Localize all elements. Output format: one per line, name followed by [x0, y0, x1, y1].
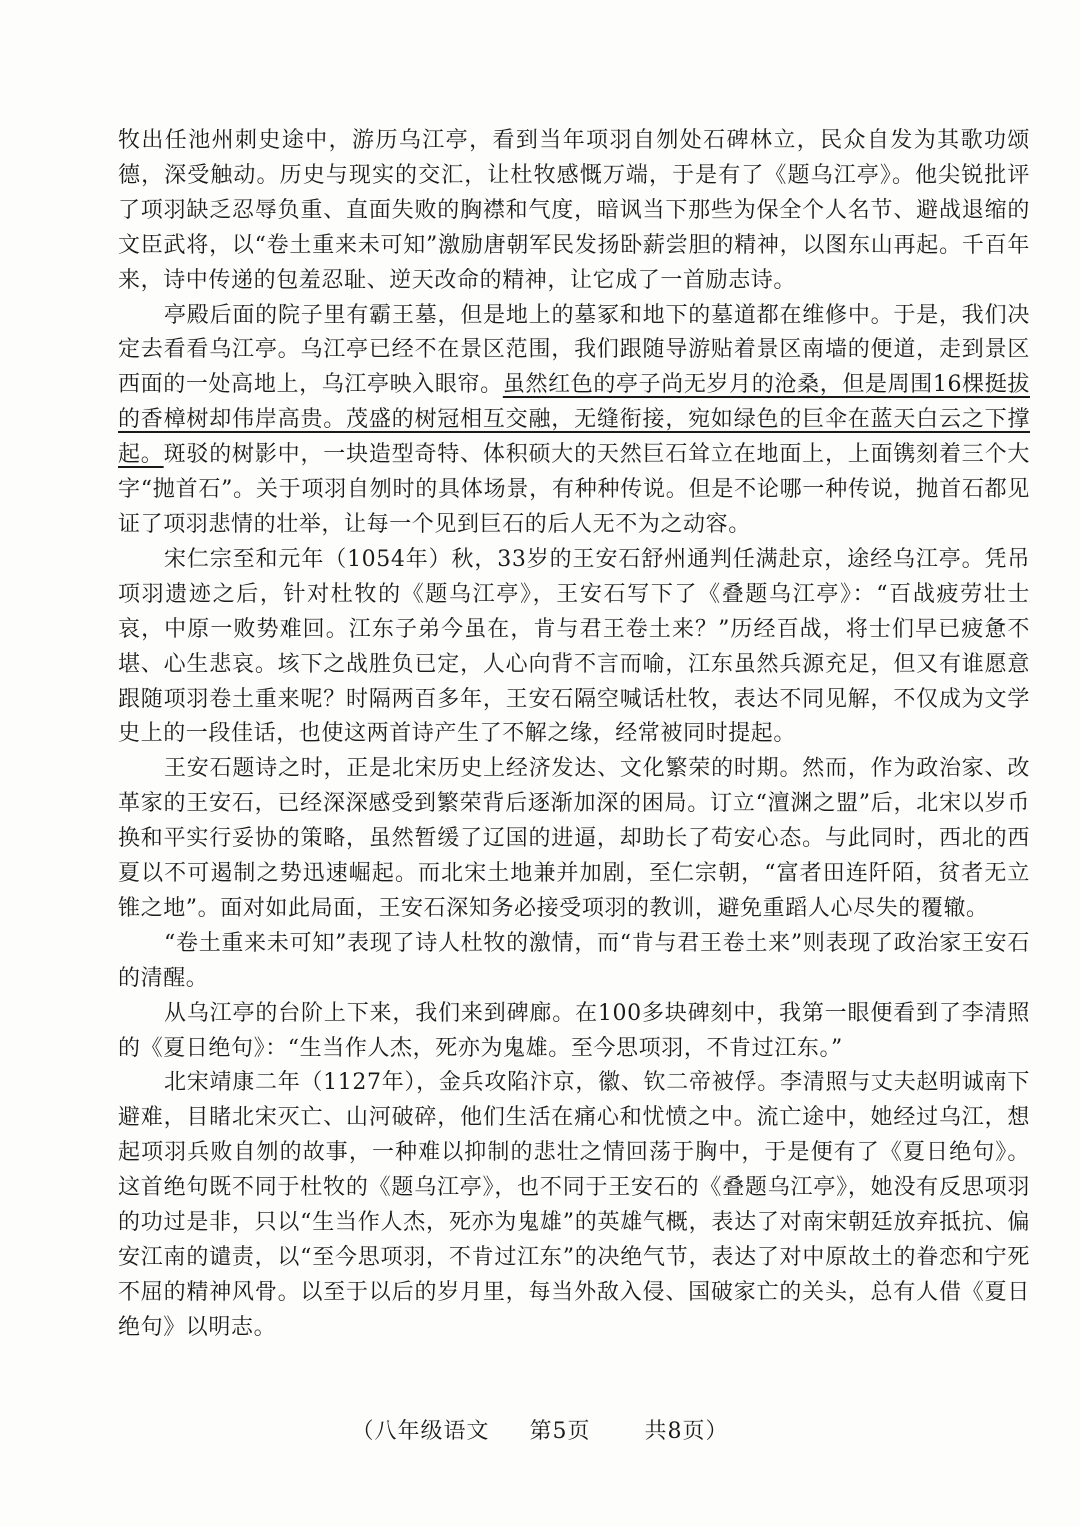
- paragraph-4: 王安石题诗之时，正是北宋历史上经济发达、文化繁荣的时期。然而，作为政治家、改革家的王安石，已经深深感受到繁荣背后逐渐加深的困局。订立“澶渊之盟”后，北宋以岁币换和平实行妥协的策略，虽然暂缓了辽国的进逼，却助长了苟安心态。与此同时，西北的西夏以不可遏制之势迅速崛起。而北宋土地兼并加剧，至仁宗朝，“富者田连阡陌，贫者无立锥之地”。面对如此局面，王安石深知务必接受项羽的教训，避免重蹈人心尽失的覆辙。: [118, 756, 1030, 921]
- paragraph-5: “卷土重来未可知”表现了诗人杜牧的激情，而“肯与君王卷土来”则表现了政治家王安石的清醒。: [118, 930, 1030, 991]
- paragraph-2-after: 斑驳的树影中，一块造型奇特、体积硕大的天然巨石耸立在地面上，上面镌刻着三个大字“抛首石”。关于项羽自刎时的具体场景，有种种传说。但是不论哪一种传说，抛首石都见证了项羽悲情的壮举，让每一个见到巨石的后人无不为之动容。: [118, 442, 1031, 537]
- footer-total-pages: 共8页）: [644, 1419, 729, 1444]
- footer-page-number: 第5页: [529, 1419, 591, 1444]
- paragraph-2-before: 亭殿后面的院子里有霸王墓，但是地上的墓冢和地下的墓道都在维修中。于是，我们决定去看看乌江亭。乌江亭已经不在景区范围，我们跟随导游贴着景区南墙的便道，走到景区西面的一处高地上，乌江亭映入眼帘。: [118, 302, 1030, 398]
- underlined-sentence: 虽然红色的亭子尚无岁月的沧桑，但是周围16棵挺拔的香樟树却伟岸高贵。茂盛的树冠相互交融，无缝衔接，宛如绿色的巨伞在蓝天白云之下撑起。: [118, 372, 1030, 468]
- paragraph-6: 从乌江亭的台阶上下来，我们来到碑廊。在100多块碑刻中，我第一眼便看到了李清照的《夏日绝句》：“生当作人杰，死亦为鬼雄。至今思项羽，不肯过江东。”: [118, 1000, 1030, 1061]
- page-footer: [0, 1414, 1080, 1445]
- article-body: [118, 124, 1030, 1346]
- paragraph-7: 北宋靖康二年（1127年），金兵攻陷汴京，徽、钦二帝被俘。李清照与丈夫赵明诚南下避难，目睹北宋灭亡、山河破碎，他们生活在痛心和忧愤之中。流亡途中，她经过乌江，想起项羽兵败自刎的故事，一种难以抑制的悲壮之情回荡于胸中，于是便有了《夏日绝句》。这首绝句既不同于杜牧的《题乌江亭》，也不同于王安石的《叠题乌江亭》，她没有反思项羽的功过是非，只以“生当作人杰，死亦为鬼雄”的英雄气概，表达了对南宋朝廷放弃抵抗、偏安江南的谴责，以“至今思项羽，不肯过江东”的决绝气节，表达了对中原故土的眷恋和宁死不屈的精神风骨。以至于以后的岁月里，每当外敌入侵、国破家亡的关头，总有人借《夏日绝句》以明志。: [118, 1070, 1030, 1340]
- paragraph-1: 牧出任池州刺史途中，游历乌江亭，看到当年项羽自刎处石碑林立，民众自发为其歌功颂德，深受触动。历史与现实的交汇，让杜牧感慨万端，于是有了《题乌江亭》。他尖锐批评了项羽缺乏忍辱负重、直面失败的胸襟和气度，暗讽当下那些为保全个人名节、避战退缩的文臣武将，以“卷土重来未可知”激励唐朝军民发扬卧薪尝胆的精神，以图东山再起。千百年来，诗中传递的包羞忍耻、逆天改命的精神，让它成了一首励志诗。: [118, 128, 1030, 293]
- paragraph-3: 宋仁宗至和元年（1054年）秋，33岁的王安石舒州通判任满赴京，途经乌江亭。凭吊项羽遗迹之后，针对杜牧的《题乌江亭》，王安石写下了《叠题乌江亭》：“百战疲劳壮士哀，中原一败势难回。江东子弟今虽在，肯与君王卷土来？”历经百战，将士们早已疲惫不堪、心生悲哀。垓下之战胜负已定，人心向背不言而喻，江东虽然兵源充足，但又有谁愿意跟随项羽卷土重来呢？时隔两百多年，王安石隔空喊话杜牧，表达不同见解，不仅成为文学史上的一段佳话，也使这两首诗产生了不解之缘，经常被同时提起。: [118, 546, 1030, 747]
- footer-subject: （八年级语文: [351, 1419, 490, 1444]
- paragraph-2: [118, 299, 1030, 543]
